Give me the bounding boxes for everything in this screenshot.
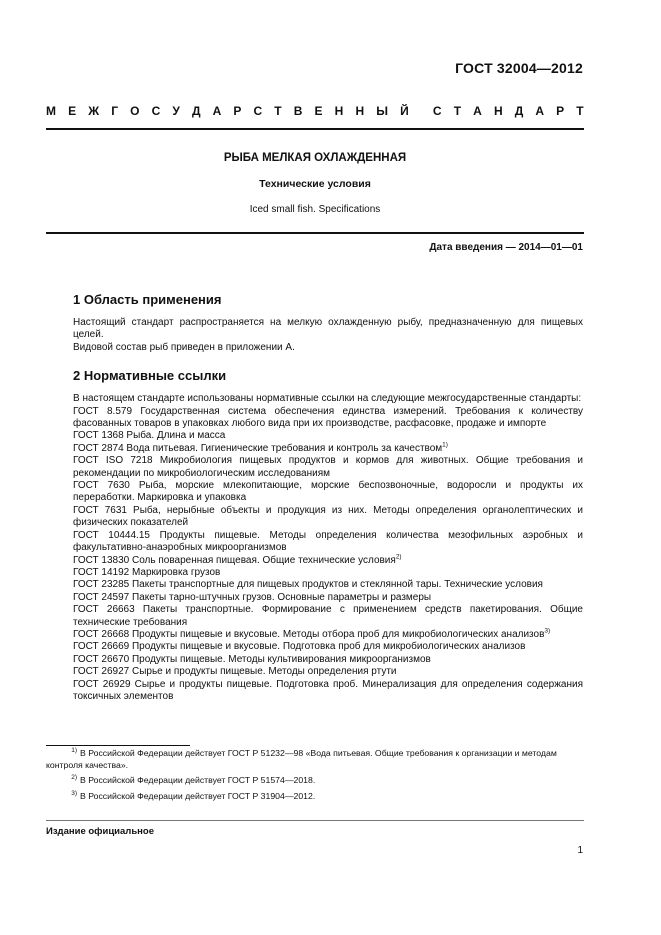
footnote-text: В Российской Федерации действует ГОСТ Р 51574—2018. bbox=[80, 775, 316, 785]
banner-letter: А bbox=[535, 104, 545, 118]
banner-letter: С bbox=[253, 104, 263, 118]
banner-letter: Н bbox=[493, 104, 503, 118]
reference-item bbox=[73, 579, 583, 591]
page-number: 1 bbox=[577, 845, 583, 856]
reference-text: ГОСТ 23285 Пакеты транспортные для пищевых продуктов и стеклянной тары. Технические условия bbox=[73, 579, 543, 591]
normative-references-list bbox=[73, 406, 583, 704]
banner-letter: С bbox=[151, 104, 161, 118]
reference-text: ГОСТ 1368 Рыба. Длина и масса bbox=[73, 430, 226, 442]
reference-item bbox=[73, 666, 583, 678]
reference-item bbox=[73, 592, 583, 604]
banner-letter: Е bbox=[68, 104, 77, 118]
banner-letter: Е bbox=[314, 104, 323, 118]
footnote-marker: 1) bbox=[442, 441, 448, 449]
reference-item bbox=[73, 567, 583, 579]
section-2-intro: В настоящем стандарте использованы нормативные ссылки на следующие межгосударственные стандарты: bbox=[73, 393, 582, 405]
reference-text: ГОСТ 26668 Продукты пищевые и вкусовые. Методы отбора проб для микробиологических анализов bbox=[73, 628, 545, 640]
banner-letter: О bbox=[130, 104, 140, 118]
reference-item bbox=[73, 530, 583, 555]
reference-text: ГОСТ 26929 Сырье и продукты пищевые. Подготовка проб. Минерализация для определения содержания токсичных элементов bbox=[73, 678, 583, 702]
banner-letter: Р bbox=[556, 104, 565, 118]
reference-text: ГОСТ 26670 Продукты пищевые. Методы культивирования микроорганизмов bbox=[73, 653, 431, 665]
banner-letter: Ж bbox=[88, 104, 100, 118]
banner-letter: Н bbox=[355, 104, 365, 118]
standard-type-banner bbox=[46, 104, 584, 118]
reference-text: ГОСТ 26663 Пакеты транспортные. Формирование с применением средств пакетирования. Общие технические требования bbox=[73, 604, 583, 628]
reference-text: ГОСТ 8.579 Государственная система обеспечения единства измерений. Требования к количеству фасованных товаров в упаковках любого вида при их производстве, расфасовке, продаже и импорте bbox=[73, 405, 583, 430]
banner-letter: Р bbox=[233, 104, 242, 118]
document-subtitle: Технические условия bbox=[259, 178, 371, 190]
main-content bbox=[73, 292, 583, 703]
footnote bbox=[46, 775, 584, 787]
banner-letter: Н bbox=[334, 104, 344, 118]
top-rule bbox=[46, 128, 584, 130]
banner-letter: У bbox=[172, 104, 180, 118]
reference-item bbox=[73, 555, 583, 567]
footnote-mark: 2) bbox=[71, 774, 77, 782]
reference-text: ГОСТ 26669 Продукты пищевые и вкусовые. Подготовка проб для микробиологических анализов bbox=[73, 641, 526, 653]
document-id: ГОСТ 32004—2012 bbox=[455, 60, 583, 76]
reference-text: ГОСТ 26927 Сырье и продукты пищевые. Методы определения ртути bbox=[73, 666, 397, 678]
banner-letter: Д bbox=[514, 104, 524, 118]
banner-letter: С bbox=[432, 104, 442, 118]
banner-letter: Т bbox=[576, 104, 584, 118]
edition-label: Издание официальное bbox=[46, 826, 154, 837]
document-title: РЫБА МЕЛКАЯ ОХЛАЖДЕННАЯ bbox=[223, 152, 407, 164]
banner-letter: В bbox=[293, 104, 303, 118]
footnote-marker: 2) bbox=[395, 553, 402, 561]
title-bottom-rule bbox=[46, 232, 584, 234]
reference-item bbox=[73, 505, 583, 530]
banner-letter: А bbox=[212, 104, 222, 118]
footnote-mark: 1) bbox=[71, 747, 77, 755]
introduction-date: Дата введения — 2014—01—01 bbox=[429, 242, 583, 253]
reference-text: ГОСТ 7630 Рыба, морские млекопитающие, морские беспозвоночные, водоросли и продукты их переработки. Маркировка и упаковка bbox=[73, 480, 583, 504]
footnote-mark: 3) bbox=[71, 789, 77, 797]
reference-item bbox=[73, 430, 583, 442]
section-1-heading: 1 Область применения bbox=[73, 292, 222, 307]
banner-letter: Т bbox=[274, 104, 282, 118]
banner-letter: Ы bbox=[376, 104, 388, 118]
reference-text: ГОСТ 13830 Соль поваренная пищевая. Общие технические условия bbox=[73, 554, 396, 566]
reference-item bbox=[73, 604, 583, 629]
reference-item bbox=[73, 679, 583, 704]
footnote-rule bbox=[46, 745, 190, 746]
reference-text: ГОСТ ISO 7218 Микробиология пищевых продуктов и кормов для животных. Общие требования и рекомендации по микробиологическим исследованиям bbox=[73, 455, 583, 479]
footnote-marker: 3) bbox=[544, 627, 551, 635]
banner-letter: А bbox=[473, 104, 482, 118]
reference-item bbox=[73, 629, 583, 641]
reference-item bbox=[73, 641, 583, 653]
footnote-text: В Российской Федерации действует ГОСТ Р 51232—98 «Вода питьевая. Общие требования к организации и методам контроля качества». bbox=[46, 748, 557, 770]
reference-item bbox=[73, 654, 583, 666]
reference-text: ГОСТ 2874 Вода питьевая. Гигиенические требования и контроль за качеством bbox=[73, 442, 443, 454]
footnote bbox=[46, 748, 584, 771]
footnote bbox=[46, 791, 584, 803]
footnote-text: В Российской Федерации действует ГОСТ Р 31904—2012. bbox=[80, 790, 316, 801]
reference-text: ГОСТ 10444.15 Продукты пищевые. Методы определения количества мезофильных аэробных и факультативно-анаэробных микроорганизмов bbox=[73, 529, 583, 554]
banner-letter: Д bbox=[191, 104, 201, 118]
document-title-english: Iced small fish. Specifications bbox=[249, 204, 381, 215]
footnotes bbox=[46, 748, 584, 806]
reference-item bbox=[73, 406, 583, 431]
edition-rule bbox=[46, 820, 584, 821]
section-2-heading: 2 Нормативные ссылки bbox=[73, 368, 227, 384]
reference-item bbox=[73, 443, 583, 455]
reference-item bbox=[73, 455, 583, 480]
banner-letter: Й bbox=[400, 104, 409, 118]
section-1-paragraph: Видовой состав рыб приведен в приложении А. bbox=[73, 341, 295, 353]
reference-item bbox=[73, 480, 583, 505]
reference-text: ГОСТ 7631 Рыба, нерыбные объекты и продукция из них. Методы определения органолептических и физических показателей bbox=[73, 504, 583, 529]
banner-letter: М bbox=[46, 104, 56, 118]
reference-text: ГОСТ 14192 Маркировка грузов bbox=[73, 566, 221, 578]
section-1-paragraph: Настоящий стандарт распространяется на мелкую охлажденную рыбу, предназначенную для пищевых целей. bbox=[73, 317, 583, 341]
banner-letter: Т bbox=[453, 104, 462, 118]
reference-text: ГОСТ 24597 Пакеты тарно-штучных грузов. Основные параметры и размеры bbox=[73, 591, 432, 603]
banner-letter: Г bbox=[111, 104, 119, 118]
